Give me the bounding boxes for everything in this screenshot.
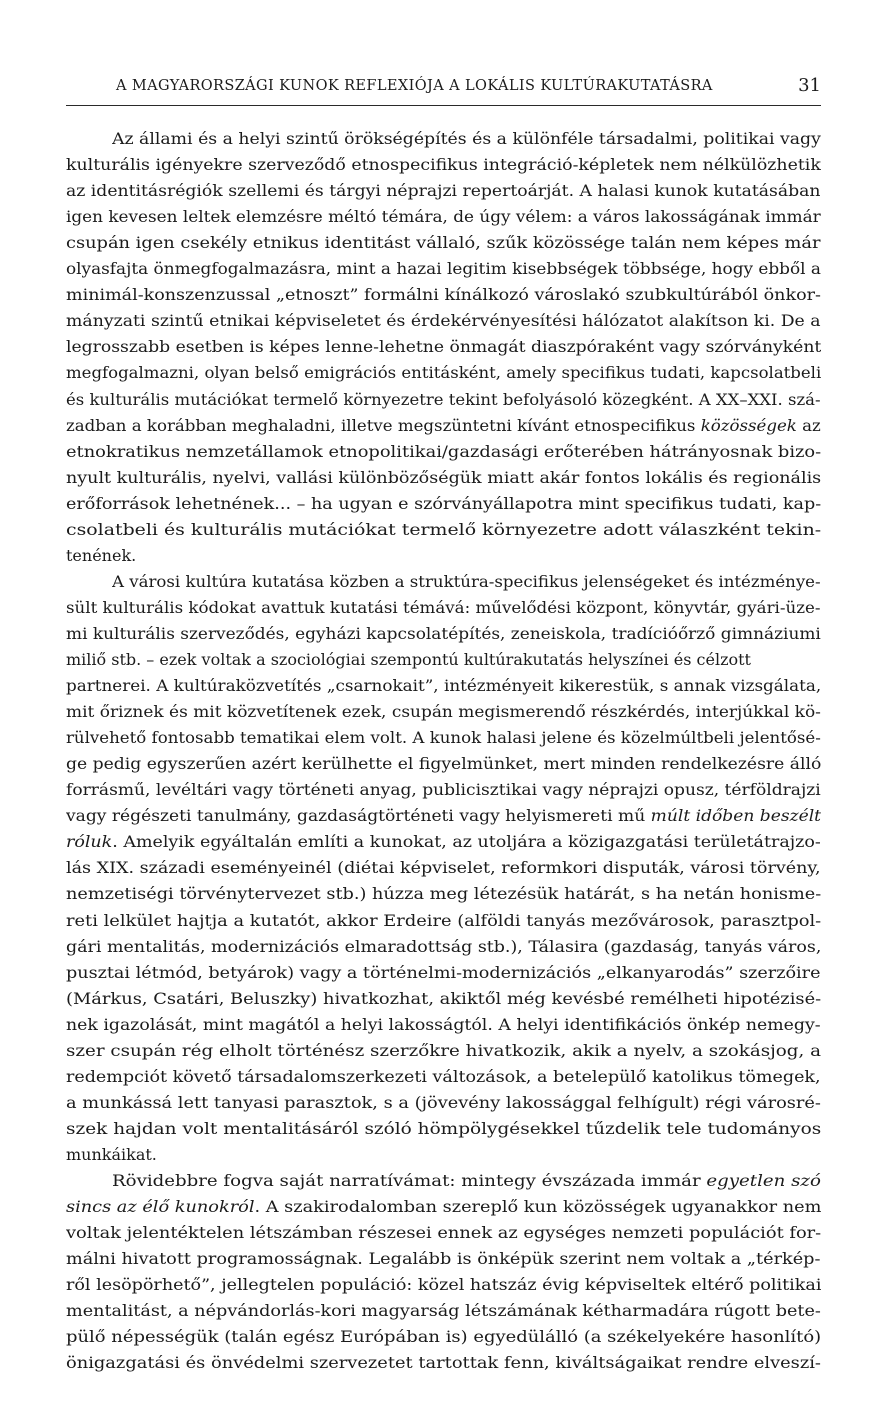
text-run: nek igazolását, mint magától a helyi lakosságtól. A helyi identifikációs önkép nemegy- bbox=[66, 1014, 821, 1034]
text-run: igen kevesen leltek elemzésre méltó témára, de úgy vélem: a város lakosságának immár bbox=[66, 207, 821, 227]
text-line bbox=[66, 621, 821, 647]
text-run: sült kulturális kódokat avattuk kutatási témává: művelődési központ, könyvtár, gyári-üze- bbox=[66, 597, 821, 617]
text-line bbox=[66, 673, 821, 699]
text-run: málni hivatott programosságnak. Legalább is önképük szerint nem voltak a „térkép- bbox=[66, 1249, 821, 1269]
text-run: ről lesöpörhető”, jellegtelen populáció: közel hatszáz évig képviseltek eltérő politikai bbox=[66, 1275, 821, 1295]
text-run: miliő stb. – ezek voltak a szociológiai szempontú kultúrakutatás helyszínei és célzott bbox=[66, 650, 751, 669]
text-line bbox=[66, 1038, 821, 1064]
text-run: gári mentalitás, modernizációs elmaradottság stb.), Tálasira (gazdaság, tanyás város, bbox=[66, 936, 821, 956]
text-line bbox=[66, 1116, 821, 1142]
text-run: Rövidebbre fogva saját narratívámat: mintegy évszázada immár bbox=[112, 1171, 707, 1190]
text-run: Az állami és a helyi szintű örökségépítés és a különféle társadalmi, politikai vagy bbox=[112, 129, 821, 148]
text-line bbox=[66, 230, 821, 256]
text-run: az identitásrégiók szellemi és tárgyi néprajzi repertoárját. A halasi kunok kutatásában bbox=[66, 181, 821, 201]
text-run: etnokratikus nemzetállamok etnopolitikai/gazdasági erőterében hátrányosnak bizo- bbox=[66, 441, 821, 461]
text-run: erőforrások lehetnének... – ha ugyan e szórványállapotra mint specifikus tudati, kap- bbox=[66, 493, 821, 513]
text-line bbox=[66, 595, 821, 621]
text-line bbox=[66, 413, 821, 439]
text-run: kulturális igényekre szerveződő etnospecifikus integráció-képletek nem nélkülözhetik bbox=[66, 155, 821, 175]
text-line bbox=[66, 465, 821, 491]
text-line bbox=[66, 751, 821, 777]
text-line bbox=[112, 126, 821, 152]
italic-phrase: múlt időben beszélt bbox=[650, 806, 821, 826]
text-run: redempciót követő társadalomszerkezeti változások, a betelepülő katolikus tömegek, bbox=[66, 1066, 821, 1086]
text-run: minimál-konszenzussal „etnoszt” formálni kínálkozó városlakó szubkultúrából önkor- bbox=[66, 285, 821, 305]
text-line bbox=[66, 1350, 821, 1376]
text-line bbox=[66, 908, 821, 934]
text-run: vagy régészeti tanulmány, gazdaságtörténeti vagy helyismereti mű bbox=[66, 806, 651, 826]
text-line bbox=[66, 934, 821, 960]
text-run: megfogalmazni, olyan belső emigrációs entitásként, amely specifikus tudati, kapcsolatbeli bbox=[66, 363, 821, 383]
text-line bbox=[66, 881, 821, 907]
text-run: önigazgatási és önvédelmi szervezetet tartottak fenn, kiváltságaikat rendre elveszí- bbox=[66, 1353, 821, 1373]
running-header-title: A MAGYARORSZÁGI KUNOK REFLEXIÓJA A LOKÁLIS KULTÚRAKUTATÁSRA bbox=[116, 78, 713, 94]
text-run: voltak jelentéktelen létszámban részesei ennek az egységes nemzeti populációt for- bbox=[66, 1223, 821, 1243]
text-run: tenének. bbox=[66, 545, 137, 565]
text-run: reti lelkület hajtja a kutatót, akkor Erdeire (alföldi tanyás mezővárosok, parasztpol- bbox=[66, 910, 821, 930]
text-run: a munkássá lett tanyasi parasztok, s a (jövevény lakossággal felhígult) régi városré- bbox=[66, 1092, 821, 1112]
text-line bbox=[66, 803, 821, 829]
text-line bbox=[66, 699, 821, 725]
text-line bbox=[66, 1012, 821, 1038]
text-run: nemzetiségi törvénytervezet stb.) húzza meg létezésük határát, s ha netán honisme- bbox=[66, 884, 821, 904]
text-run: legrosszabb esetben is képes lenne-lehetne önmagát diaszpóraként vagy szórványként bbox=[66, 337, 821, 357]
text-run: csupán igen csekély etnikus identitást vállaló, szűk közössége talán nem képes már bbox=[66, 233, 821, 253]
text-line bbox=[66, 387, 821, 413]
italic-phrase: egyetlen szó bbox=[706, 1171, 821, 1190]
text-line bbox=[66, 829, 821, 855]
text-run: csolatbeli és kulturális mutációkat termelő környezetre adott válaszként tekin- bbox=[66, 519, 821, 539]
text-line bbox=[66, 152, 821, 178]
running-header bbox=[66, 72, 821, 106]
text-run: . Amelyik egyáltalán említi a kunokat, az utoljára a közigazgatási területátrajzo- bbox=[112, 832, 821, 852]
text-line bbox=[112, 569, 821, 595]
text-run: pusztai létmód, betyárok) vagy a történelmi-modernizációs „elkanyarodás” szerzőire bbox=[66, 962, 821, 982]
text-line bbox=[66, 960, 821, 986]
italic-phrase: róluk bbox=[66, 832, 113, 852]
text-run: partnerei. A kultúraközvetítés „csarnokait”, intézményeit kikerestük, s annak vizsgálata, bbox=[66, 676, 821, 696]
text-run: lás XIX. századi eseményeinél (diétai képviselet, reformkori disputák, városi törvény, bbox=[66, 858, 821, 878]
text-run: ge pedig egyszerűen azért kerülhette el figyelmünket, mert minden rendelkezésre álló bbox=[66, 754, 821, 774]
text-line bbox=[66, 178, 821, 204]
text-line bbox=[66, 308, 821, 334]
text-line bbox=[66, 1194, 821, 1220]
text-line bbox=[66, 204, 821, 230]
text-line bbox=[66, 725, 821, 751]
text-line bbox=[66, 1064, 821, 1090]
text-line bbox=[66, 360, 821, 386]
text-run: és kulturális mutációkat termelő környezetre tekint befolyásoló közegként. A XX–XXI. szá- bbox=[66, 389, 821, 409]
text-run: forrásmű, levéltári vagy történeti anyag, publicisztikai vagy néprajzi opusz, térföldrajzi bbox=[66, 780, 821, 800]
text-line bbox=[66, 1246, 821, 1272]
text-line bbox=[66, 256, 821, 282]
text-line bbox=[66, 1298, 821, 1324]
text-run: pülő népességük (talán egész Európában is) egyedülálló (a székelyekére hasonlító) bbox=[66, 1327, 821, 1347]
text-run: nyult kulturális, nyelvi, vallási különbözőségük miatt akár fontos lokális és regionális bbox=[66, 467, 821, 487]
text-line bbox=[66, 439, 821, 465]
text-run: zadban a korábban meghaladni, illetve megszüntetni kívánt etnospecifikus bbox=[66, 415, 701, 435]
text-line bbox=[66, 986, 821, 1012]
text-run: az bbox=[796, 415, 821, 435]
text-run: olyasfajta önmegfogalmazásra, mint a hazai legitim kisebbségek többsége, hogy ebből a bbox=[66, 259, 821, 279]
text-line bbox=[66, 1142, 821, 1168]
text-line bbox=[66, 491, 821, 517]
text-run: mentalitást, a népvándorlás-kori magyarság létszámának kétharmadára rúgott bete- bbox=[66, 1301, 821, 1321]
italic-phrase: közösségek bbox=[700, 415, 797, 435]
text-line bbox=[112, 1168, 821, 1194]
text-line bbox=[66, 777, 821, 803]
text-run: mit őriznek és mit közvetítenek ezek, csupán megismerendő részkérdés, interjúkkal kö- bbox=[66, 702, 821, 722]
text-run: szer csupán rég elholt történész szerzőkre hivatkozik, akik a nyelv, a szokásjog, a bbox=[66, 1040, 821, 1060]
text-line bbox=[66, 647, 821, 673]
text-line bbox=[66, 517, 821, 543]
text-run: szek hajdan volt mentalitásáról szóló hömpölygésekkel tűzdelik tele tudományos bbox=[66, 1118, 821, 1138]
page-number: 31 bbox=[798, 75, 821, 96]
text-run: mányzati szintű etnikai képviseletet és érdekérvényesítési hálózatot alakítson ki. De a bbox=[66, 311, 821, 331]
text-line bbox=[66, 282, 821, 308]
text-line bbox=[66, 543, 821, 569]
text-run: rülvehető fontosabb tematikai elem volt. A kunok halasi jelene és közelmúltbeli jelentősé- bbox=[66, 728, 821, 748]
text-line bbox=[66, 334, 821, 360]
text-line bbox=[66, 1220, 821, 1246]
text-line bbox=[66, 855, 821, 881]
text-line bbox=[66, 1090, 821, 1116]
italic-phrase: sincs az élő kunokról bbox=[66, 1197, 255, 1217]
text-run: mi kulturális szerveződés, egyházi kapcsolatépítés, zeneiskola, tradícióőrző gimnáziumi bbox=[66, 623, 821, 643]
text-run: (Márkus, Csatári, Beluszky) hivatkozhat, akiktől még kevésbé remélheti hipotézisé- bbox=[66, 988, 821, 1008]
text-run: . A szakirodalomban szereplő kun közösségek ugyanakkor nem bbox=[254, 1197, 821, 1217]
text-line bbox=[66, 1272, 821, 1298]
text-run: A városi kultúra kutatása közben a struktúra-specifikus jelenségeket és intézménye- bbox=[112, 571, 821, 591]
text-run: munkáikat. bbox=[66, 1144, 157, 1164]
text-line bbox=[66, 1324, 821, 1350]
